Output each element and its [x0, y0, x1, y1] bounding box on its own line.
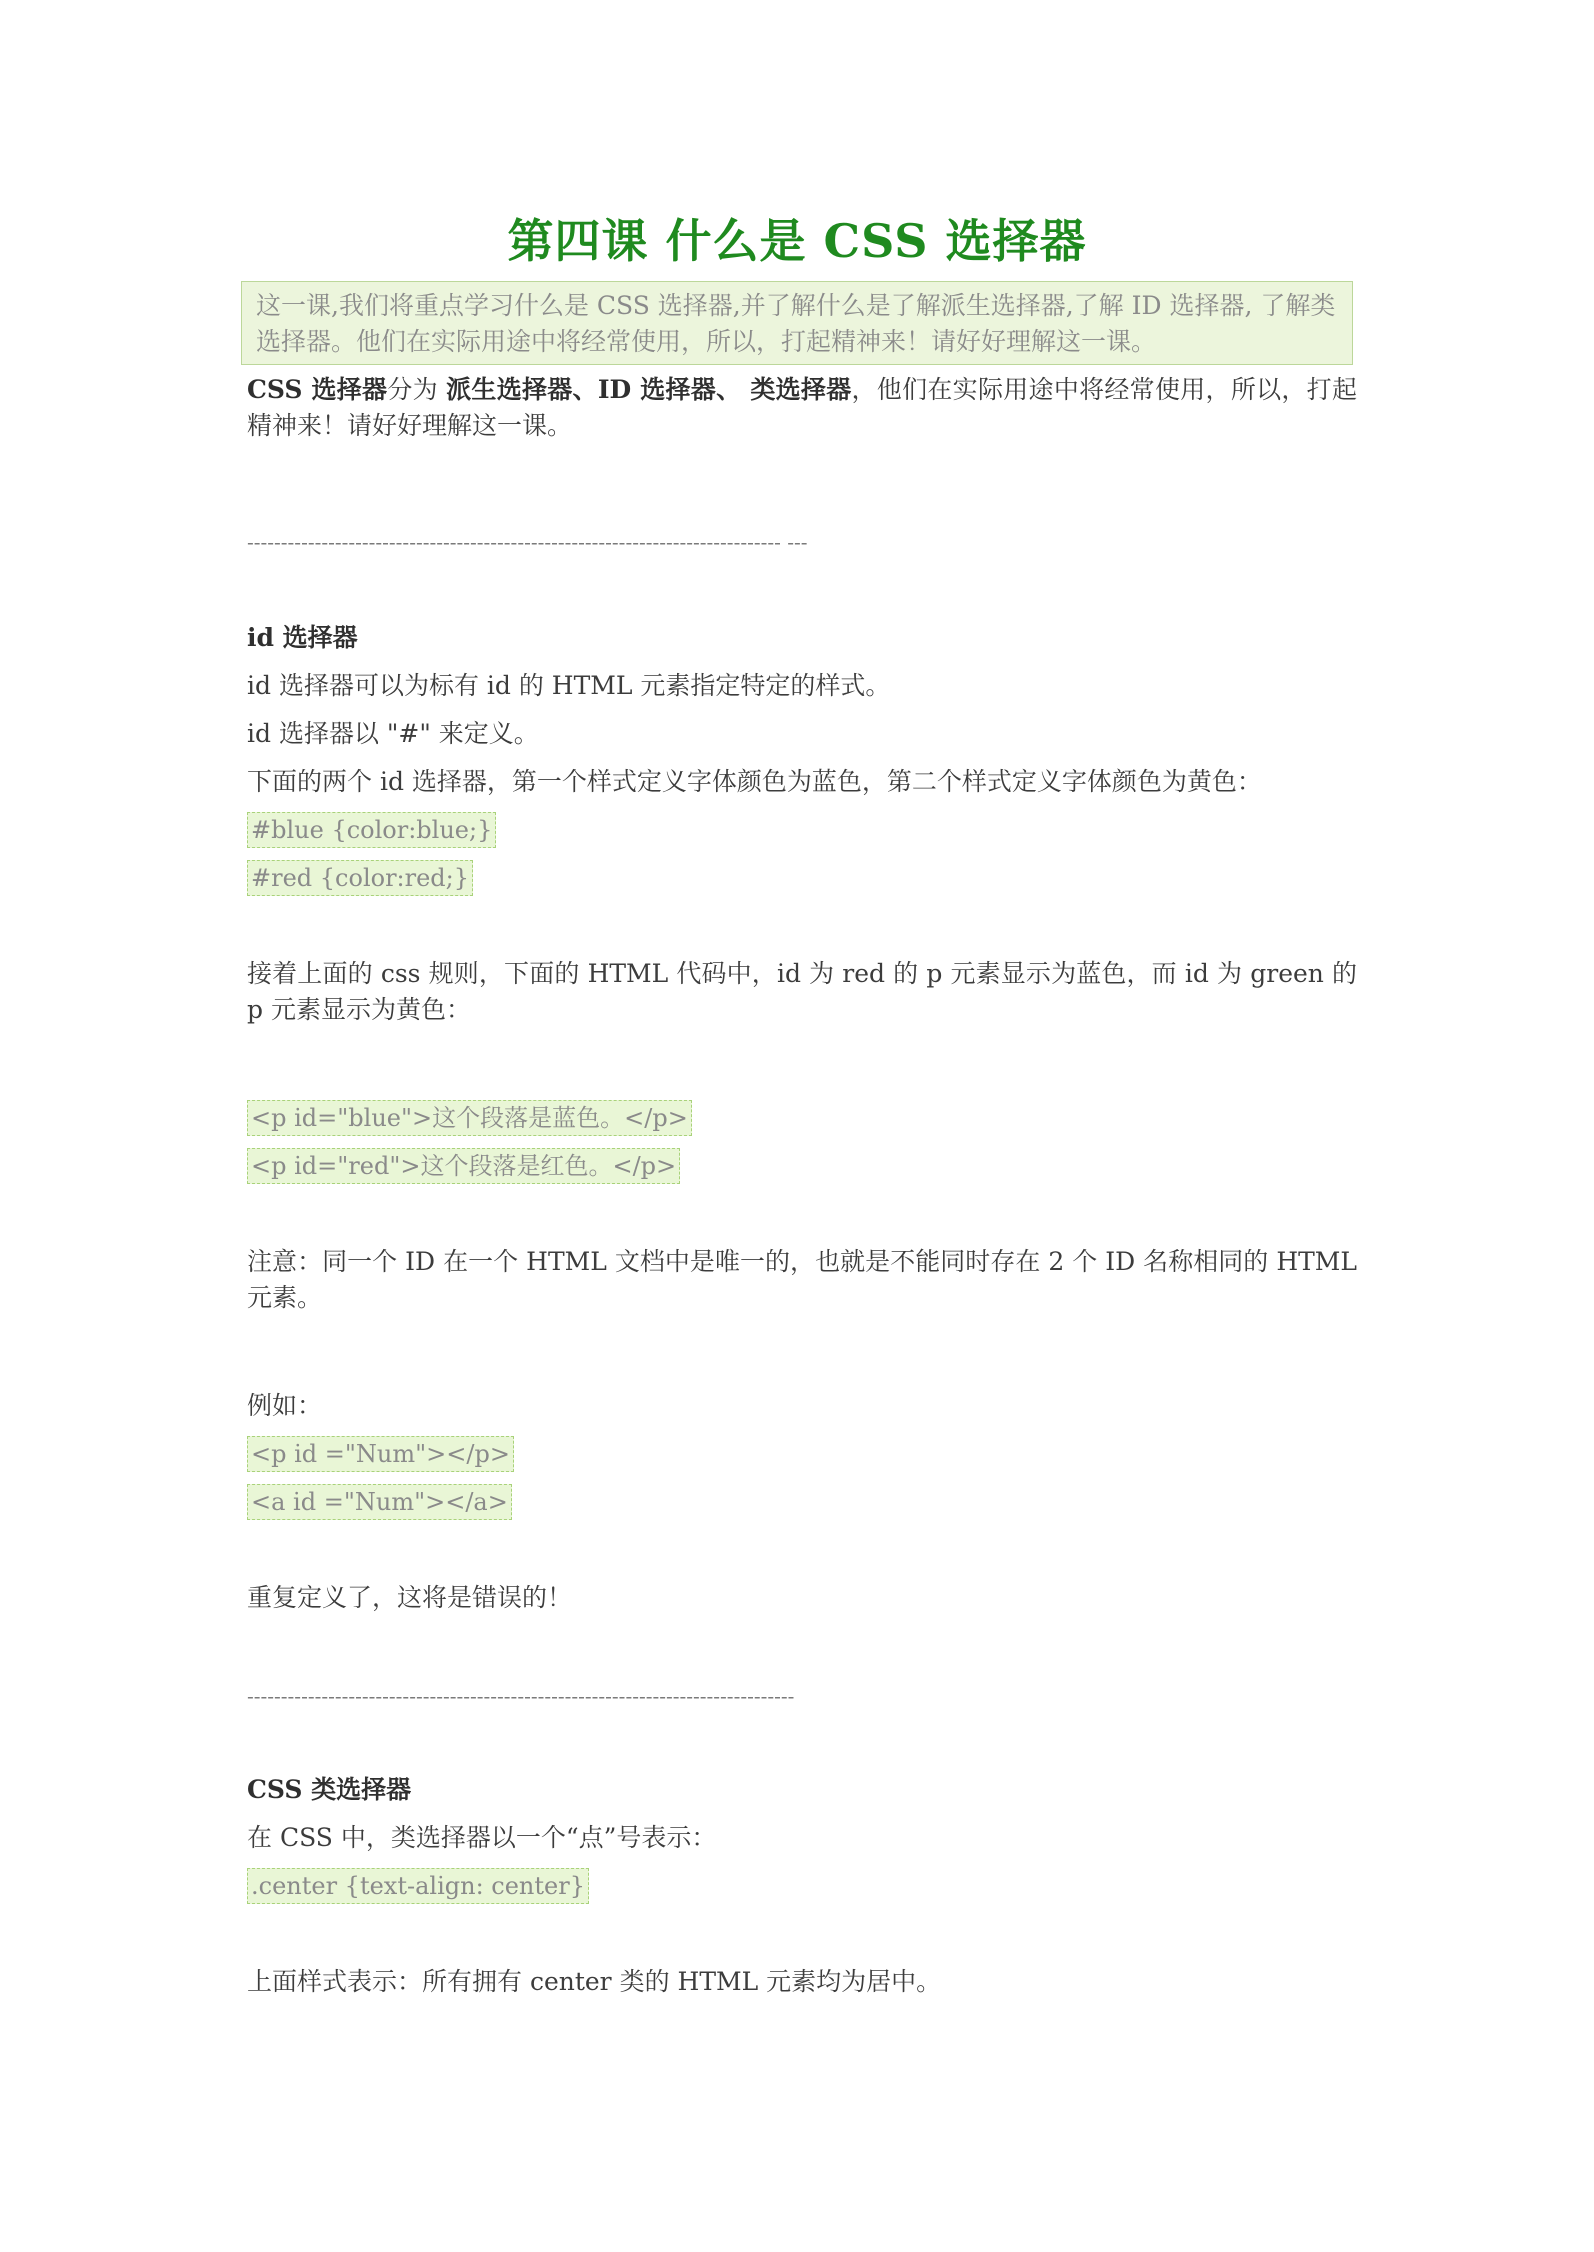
intro-box: 这一课,我们将重点学习什么是 CSS 选择器,并了解什么是了解派生选择器,了解 ID 选择器, 了解类选择器。他们在实际用途中将经常使用，所以，打起精神来！请好好理解这一课。	[241, 281, 1353, 365]
code-a-num: <a id ="Num"></a>	[247, 1484, 512, 1520]
example-label: 例如：	[247, 1391, 323, 1420]
summary-bold-term: CSS 选择器	[247, 375, 388, 404]
class-line-2: 上面样式表示：所有拥有 center 类的 HTML 元素均为居中。	[247, 1967, 942, 1996]
code-blue-rule: #blue {color:blue;}	[247, 812, 496, 848]
id-line-1: id 选择器可以为标有 id 的 HTML 元素指定特定的样式。	[247, 671, 891, 700]
summary-text-a: 分为	[387, 375, 447, 404]
separator-1: ------------------------------------------------------------------------------- ---	[247, 530, 808, 554]
id-section-heading: id 选择器	[247, 623, 358, 652]
summary-text-b: ，他们在实际用途中将经常使用，所以，打起精神来！请好好理解这一课。	[247, 375, 1357, 440]
lesson-title: 第四课 什么是 CSS 选择器	[507, 214, 1087, 268]
id-line-3: 下面的两个 id 选择器，第一个样式定义字体颜色为蓝色，第二个样式定义字体颜色为黄色：	[247, 767, 1262, 796]
id-note: 注意：同一个 ID 在一个 HTML 文档中是唯一的，也就是不能同时存在 2 个 ID 名称相同的 HTML 元素。	[247, 1247, 1357, 1312]
summary-paragraph	[247, 372, 1357, 444]
class-line-1: 在 CSS 中，类选择器以一个“点”号表示：	[247, 1823, 717, 1852]
error-note: 重复定义了，这将是错误的！	[247, 1583, 573, 1612]
id-line-2: id 选择器以 "#" 来定义。	[247, 719, 539, 748]
code-p-red: <p id="red">这个段落是红色。</p>	[247, 1148, 680, 1184]
code-p-num: <p id ="Num"></p>	[247, 1436, 514, 1472]
code-red-rule: #red {color:red;}	[247, 860, 473, 896]
summary-bold-types: 派生选择器、ID 选择器、 类选择器	[446, 375, 852, 404]
code-p-blue: <p id="blue">这个段落是蓝色。</p>	[247, 1100, 692, 1136]
id-line-4: 接着上面的 css 规则，下面的 HTML 代码中，id 为 red 的 p 元素显示为蓝色，而 id 为 green 的 p 元素显示为黄色：	[247, 959, 1357, 1024]
code-center-rule: .center {text-align: center}	[247, 1868, 589, 1904]
class-section-heading: CSS 类选择器	[247, 1775, 412, 1804]
separator-2: ---------------------------------------------------------------------------------	[247, 1684, 795, 1708]
